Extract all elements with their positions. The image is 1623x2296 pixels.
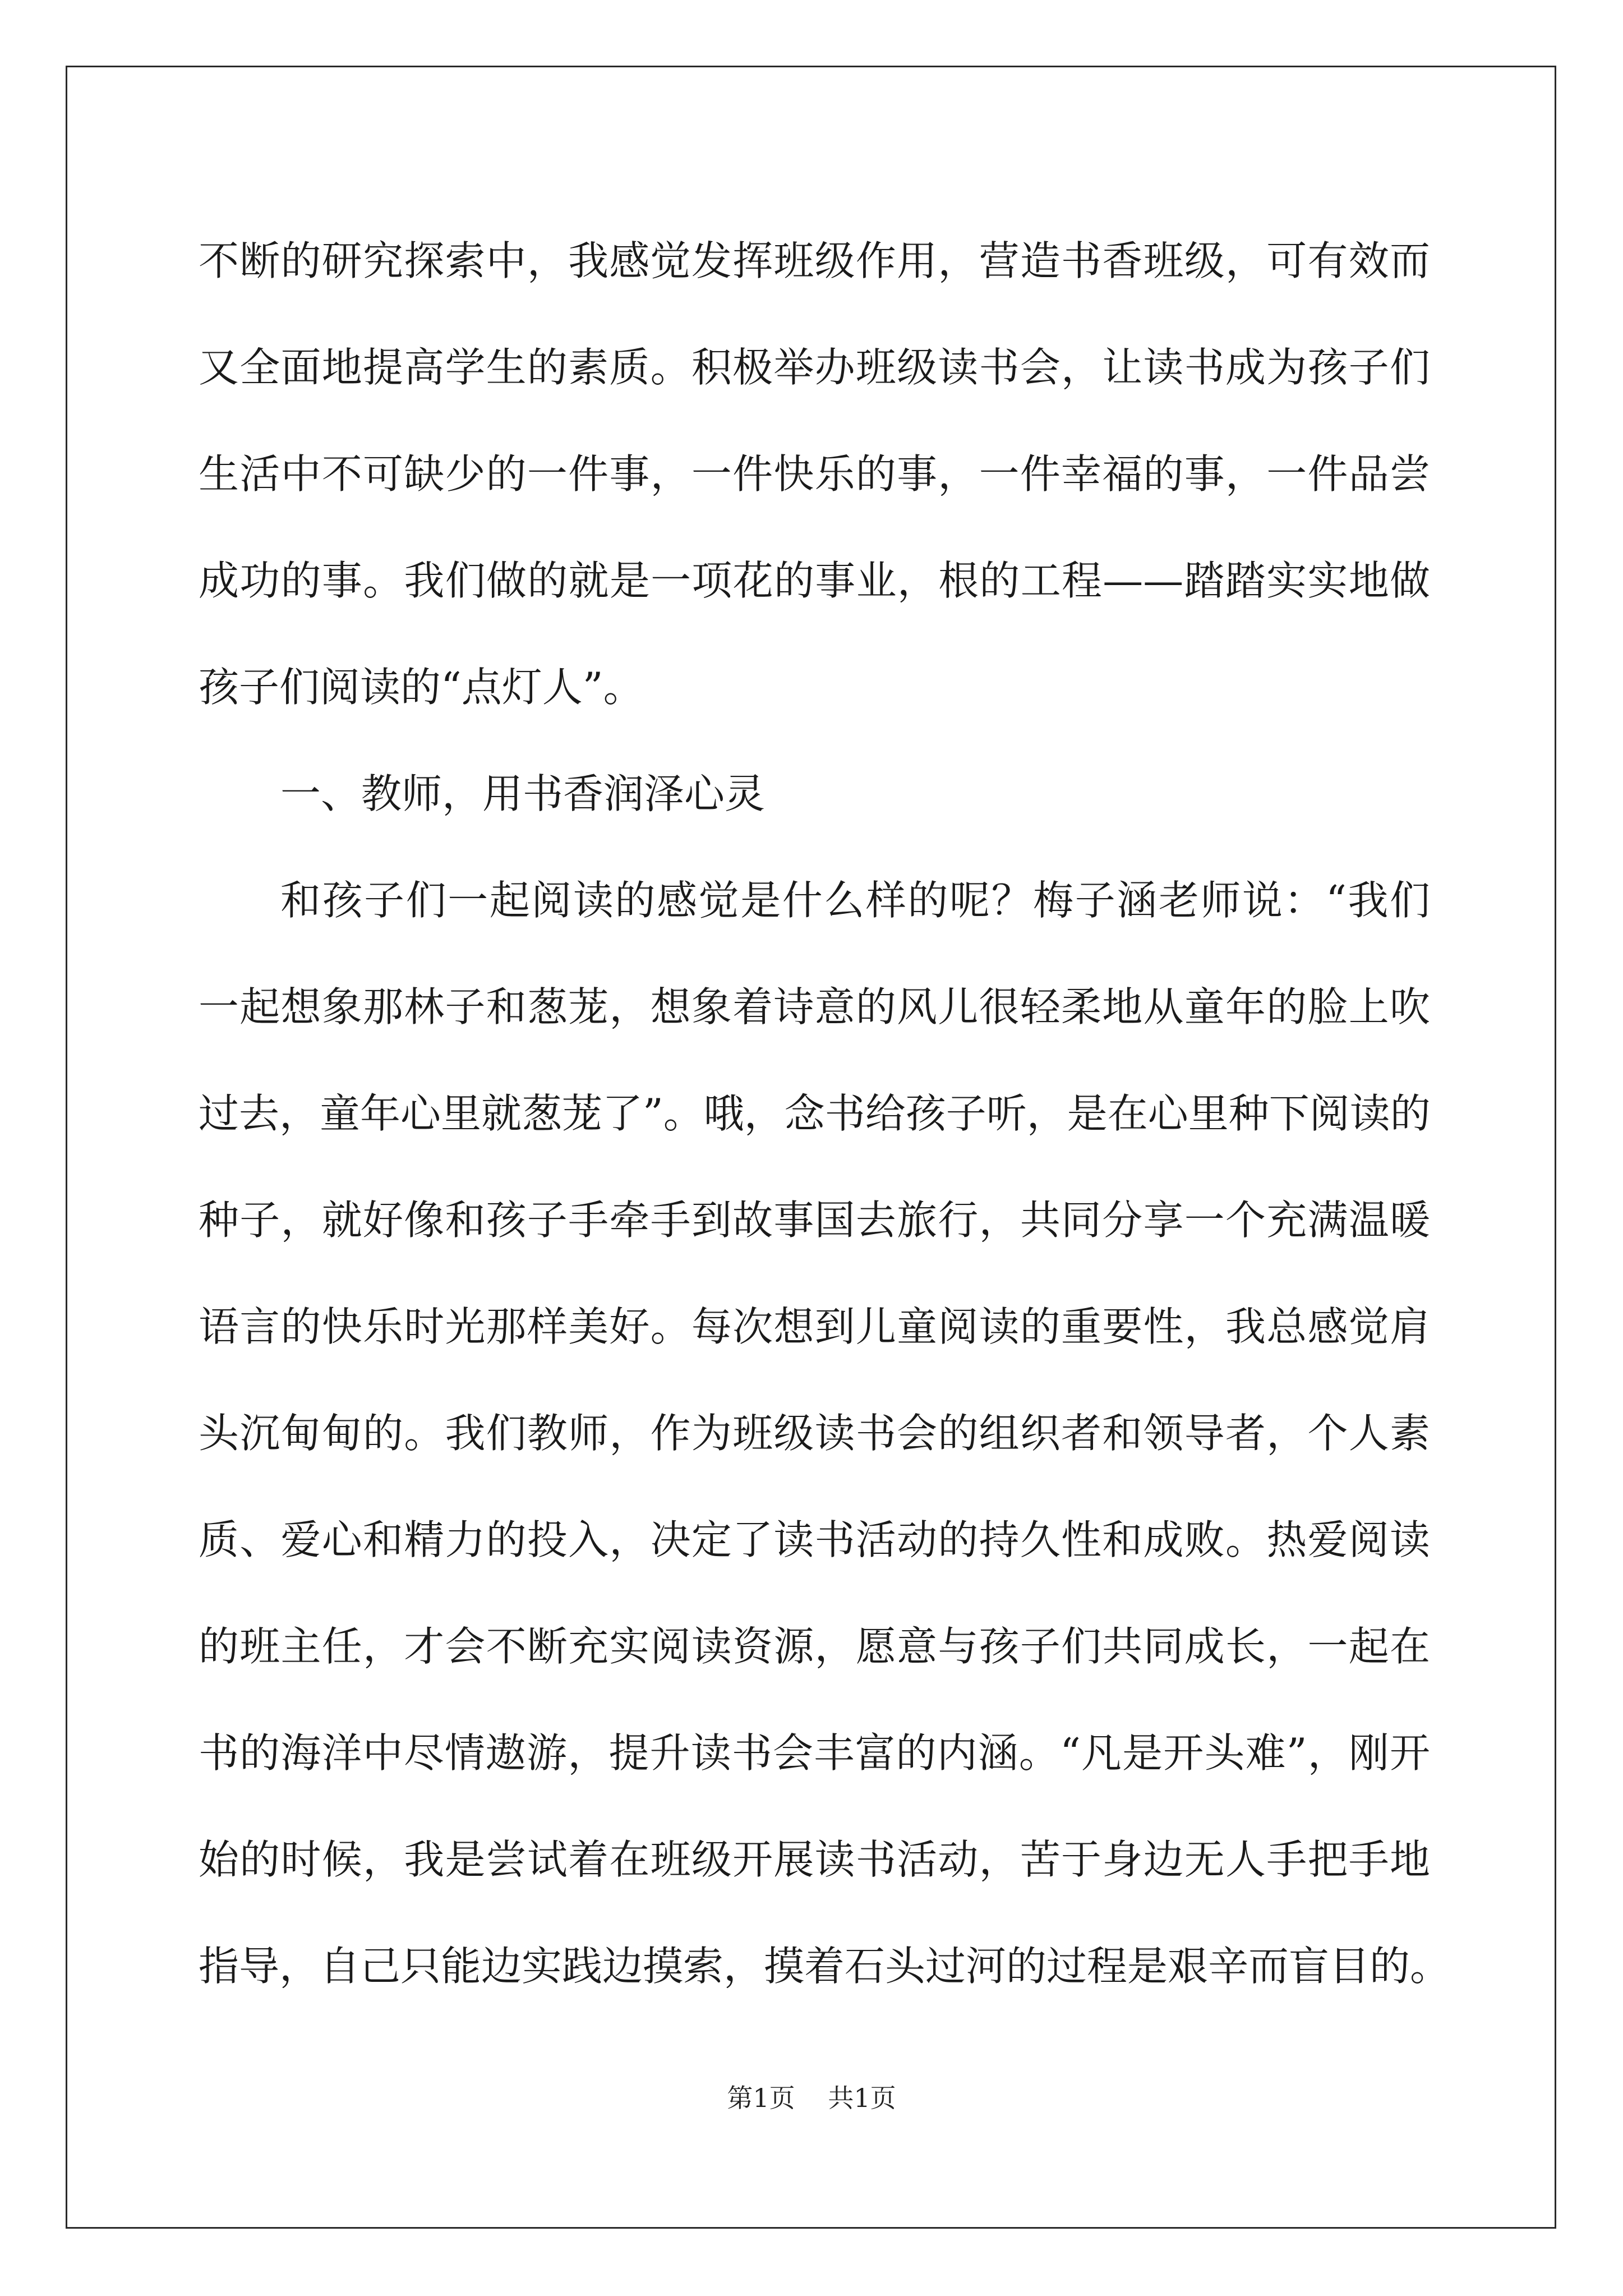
text-line: 种子，就好像和孩子手牵手到故事国去旅行，共同分享一个充满温暖	[199, 1197, 1430, 1244]
text-line: 始的时候，我是尝试着在班级开展读书活动，苦于身边无人手把手地	[199, 1836, 1430, 1883]
text-line: 成功的事。我们做的就是一项花的事业，根的工程——踏踏实实地做	[199, 557, 1430, 604]
text-line: 头沉甸甸的。我们教师，作为班级读书会的组织者和领导者，个人素	[199, 1410, 1430, 1457]
text-line: 和孩子们一起阅读的感觉是什么样的呢？梅子涵老师说：“我们	[280, 877, 1430, 924]
text-line: 质、爱心和精力的投入，决定了读书活动的持久性和成败。热爱阅读	[199, 1516, 1430, 1563]
page-number: 第1页	[727, 2083, 795, 2113]
text-line: 指导，自己只能边实践边摸索，摸着石头过河的过程是艰辛而盲目的。	[199, 1943, 1451, 1990]
text-line: 的班主任，才会不断充实阅读资源，愿意与孩子们共同成长，一起在	[199, 1623, 1430, 1670]
text-line: 生活中不可缺少的一件事，一件快乐的事，一件幸福的事，一件品尝	[199, 450, 1430, 498]
text-line: 过去，童年心里就葱茏了”。哦，念书给孩子听，是在心里种下阅读的	[199, 1090, 1431, 1137]
text-line: 又全面地提高学生的素质。积极举办班级读书会，让读书成为孩子们	[199, 344, 1430, 391]
text-line: 语言的快乐时光那样美好。每次想到儿童阅读的重要性，我总感觉肩	[199, 1303, 1430, 1350]
text-line: 不断的研究探索中，我感觉发挥班级作用，营造书香班级，可有效而	[199, 237, 1430, 284]
section-heading: 一、教师，用书香润泽心灵	[280, 770, 766, 817]
total-pages: 共1页	[828, 2083, 896, 2113]
document-body	[199, 208, 1451, 2019]
page-footer	[0, 2081, 1623, 2115]
text-line: 孩子们阅读的“点灯人”。	[199, 664, 644, 711]
text-line: 一起想象那林子和葱茏，想象着诗意的风儿很轻柔地从童年的脸上吹	[199, 983, 1430, 1030]
text-line: 书的海洋中尽情遨游，提升读书会丰富的内涵。“凡是开头难”，刚开	[199, 1729, 1430, 1777]
